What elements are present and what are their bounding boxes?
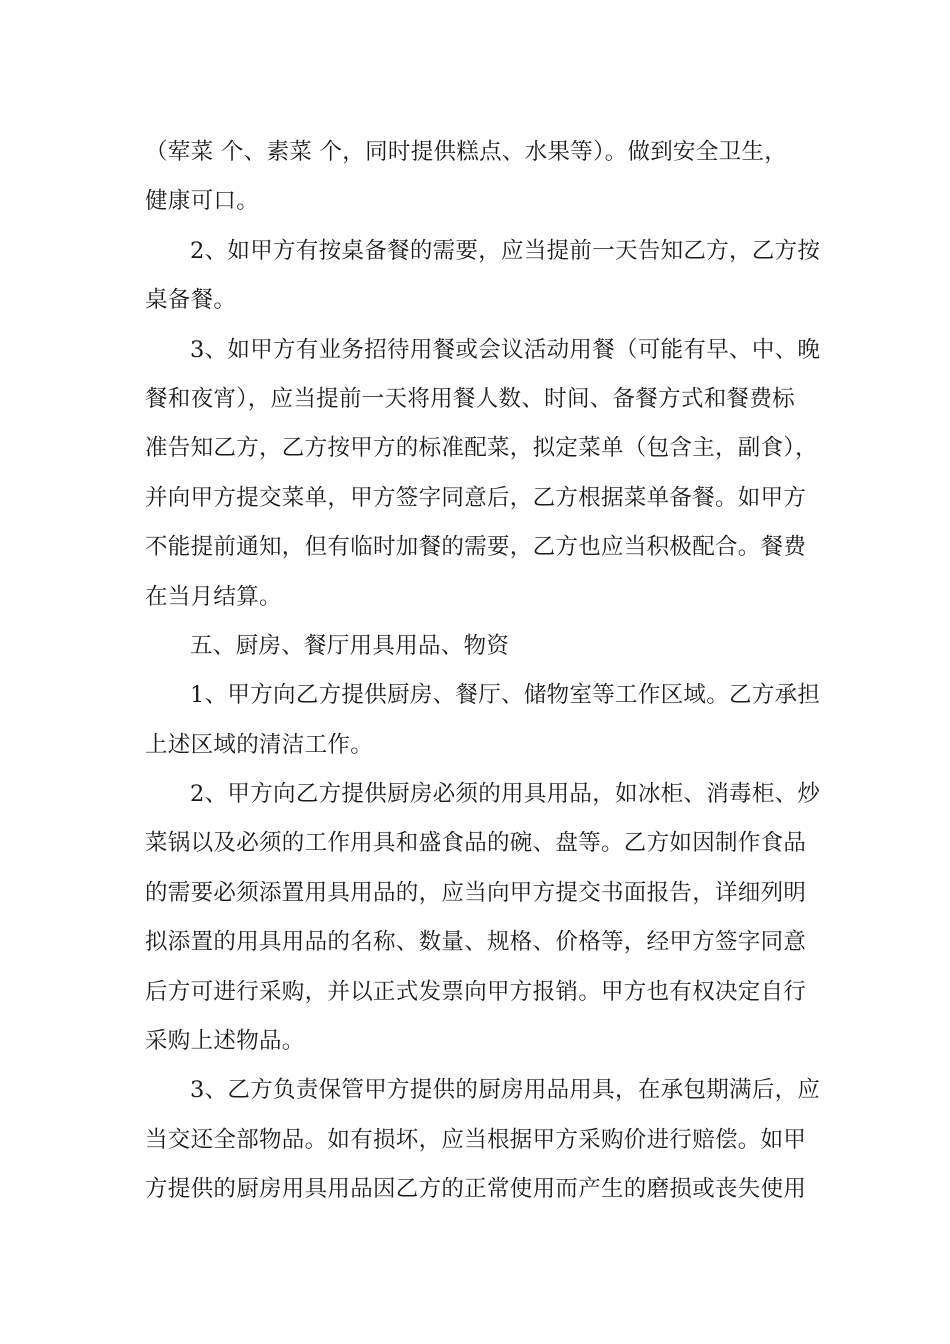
text-line: 餐和夜宵），应当提前一天将用餐人数、时间、备餐方式和餐费标 [145, 385, 795, 412]
text-line: 桌备餐。 [145, 287, 237, 314]
text-line: 2、如甲方有按桌备餐的需要，应当提前一天告知乙方，乙方按 [190, 237, 821, 264]
text-line: 3、如甲方有业务招待用餐或会议活动用餐（可能有早、中、晚 [190, 336, 821, 363]
text-line: 健康可口。 [145, 188, 260, 215]
text-line: 方提供的厨房用具用品因乙方的正常使用而产生的磨损或丧失使用 [145, 1176, 807, 1203]
text-line: （荤菜 个、素菜 个，同时提供糕点、水果等）。做到安全卫生， [145, 139, 788, 165]
text-line: 当交还全部物品。如有损坏，应当根据甲方采购价进行赔偿。如甲 [145, 1126, 807, 1153]
text-line: 菜锅以及必须的工作用具和盛食品的碗、盘等。乙方如因制作食品 [145, 830, 807, 857]
text-line: 在当月结算。 [145, 583, 282, 610]
section-heading: 五、厨房、餐厅用具用品、物资 [190, 632, 510, 659]
text-line: 拟添置的用具用品的名称、数量、规格、价格等，经甲方签字同意 [145, 929, 807, 956]
text-line: 并向甲方提交菜单，甲方签字同意后，乙方根据菜单备餐。如甲方 [145, 484, 807, 511]
text-line: 后方可进行采购，并以正式发票向甲方报销。甲方也有权决定自行 [145, 978, 807, 1005]
text-line: 准告知乙方，乙方按甲方的标准配菜，拟定菜单（包含主，副食）， [145, 435, 818, 462]
text-line: 3、乙方负责保管甲方提供的厨房用品用具，在承包期满后，应 [190, 1077, 821, 1104]
text-line: 上述区域的清洁工作。 [145, 731, 374, 758]
text-line: 不能提前通知，但有临时加餐的需要，乙方也应当积极配合。餐费 [145, 534, 807, 561]
text-line: 1、甲方向乙方提供厨房、餐厅、储物室等工作区域。乙方承担 [190, 682, 821, 709]
document-body [145, 128, 825, 1215]
text-line: 2、甲方向乙方提供厨房必须的用具用品，如冰柜、消毒柜、炒 [190, 781, 821, 808]
text-line: 的需要必须添置用具用品的，应当向甲方提交书面报告，详细列明 [145, 879, 807, 906]
text-line: 采购上述物品。 [145, 1028, 305, 1055]
